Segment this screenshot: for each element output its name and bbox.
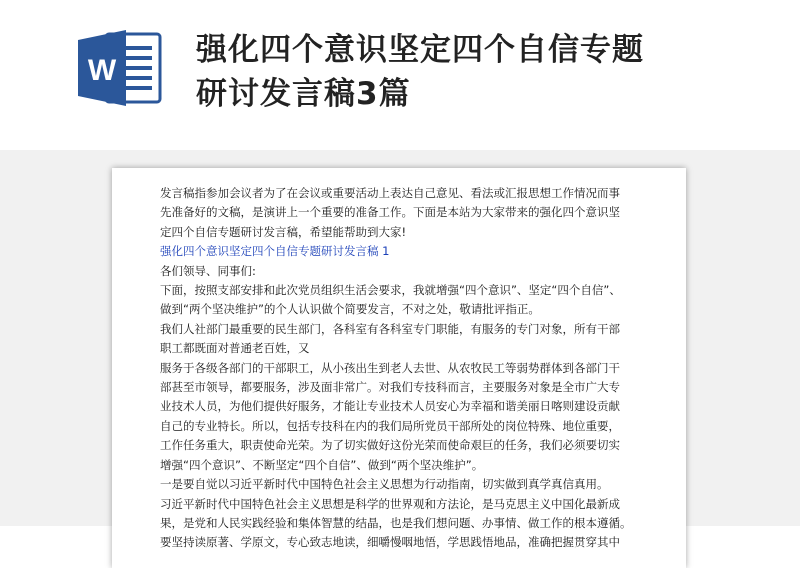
page-title bbox=[196, 28, 776, 116]
document-line: 职工都既面对普通老百姓，又 bbox=[160, 341, 310, 356]
document-line: 习近平新时代中国特色社会主义思想是科学的世界观和方法论，是马克思主义中国化最新成 bbox=[160, 496, 620, 511]
document-line: 部甚至市领导，都要服务，涉及面非常广。对我们专技科而言，主要服务对象是全市广大专 bbox=[160, 380, 620, 395]
document-line: 定四个自信专题研讨发言稿，希望能帮助到大家! bbox=[160, 224, 407, 239]
document-line: 做到“两个坚决维护”的个人认识做个简要发言，不对之处，敬请批评指正。 bbox=[160, 302, 540, 317]
document-line: 服务于各级各部门的干部职工，从小孩出生到老人去世、从农牧民工等弱势群体到各部门干 bbox=[160, 360, 620, 375]
title-line-2: 研讨发言稿3篇 bbox=[196, 76, 411, 112]
document-line: 各们领导、同事们: bbox=[160, 263, 256, 278]
word-letter: W bbox=[87, 54, 117, 87]
word-icon bbox=[76, 28, 166, 108]
document-line: 下面，按照支部安排和此次党员组织生活会要求，我就增强“四个意识”、坚定“四个自信”、 bbox=[160, 283, 621, 298]
document-body bbox=[160, 184, 646, 553]
document-line: 果，是党和人民实践经验和集体智慧的结晶，也是我们想问题、办事情、做工作的根本遵循。 bbox=[160, 515, 632, 530]
title-line-1: 强化四个意识坚定四个自信专题 bbox=[196, 32, 644, 68]
document-line: 发言稿指参加会议者为了在会议或重要活动上表达自己意见、看法或汇报思想工作情况而事 bbox=[160, 186, 620, 200]
document-line: 业技术人员，为他们提供好服务，才能让专业技术人员安心为幸福和谐美丽日喀则建设贡献 bbox=[160, 399, 620, 414]
document-line: 我们人社部门最重要的民生部门，各科室有各科室专门职能，有服务的专门对象，所有干部 bbox=[160, 321, 620, 336]
header bbox=[0, 0, 800, 150]
article-link[interactable]: 强化四个意识坚定四个自信专题研讨发言稿 1 bbox=[160, 244, 390, 259]
document-line: 增强“四个意识”、不断坚定“四个自信”、做到“两个坚决维护”。 bbox=[160, 457, 484, 472]
document-line: 要坚持读原著、学原文，专心致志地读，细嚼慢咽地悟，学思践悟地品，准确把握贯穿其中 bbox=[160, 535, 620, 550]
document-line: 工作任务重大，职责使命光荣。为了切实做好这份光荣而使命艰巨的任务，我们必须要切实 bbox=[160, 438, 620, 453]
document-line: 一是要自觉以习近平新时代中国特色社会主义思想为行动指南，切实做到真学真信真用。 bbox=[160, 477, 609, 492]
document-line: 先准备好的文稿，是演讲上一个重要的准备工作。下面是本站为大家带来的强化四个意识坚 bbox=[160, 205, 620, 220]
document-page bbox=[112, 168, 686, 568]
document-line: 自己的专业特长。所以，包括专技科在内的我们局所党员干部所处的岗位特殊、地位重要， bbox=[160, 418, 620, 433]
